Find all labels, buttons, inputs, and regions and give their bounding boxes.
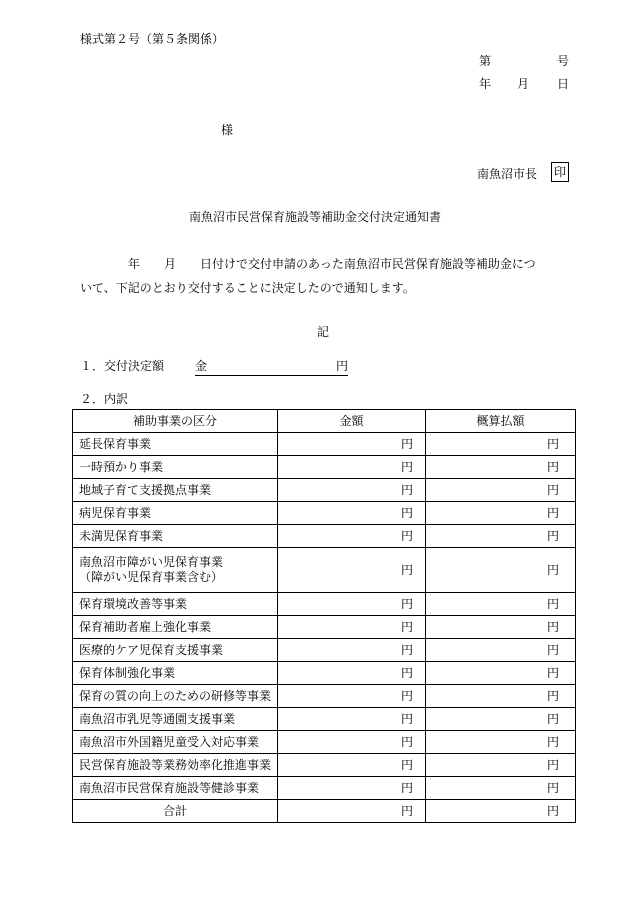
- table-row: [73, 754, 576, 777]
- row-amount: 円: [278, 662, 426, 685]
- row-amount: 円: [278, 525, 426, 548]
- row-advance-amount: 円: [426, 479, 576, 502]
- header-category: 補助事業の区分: [73, 410, 278, 433]
- item2-label: ２．内訳: [80, 392, 129, 406]
- total-row: [73, 800, 576, 823]
- row-category-text: 医療的ケア児保育支援事業: [79, 642, 224, 657]
- row-category-text: 病児保育事業: [79, 505, 152, 520]
- row-category: [73, 479, 278, 502]
- ki-heading: 記: [316, 325, 329, 339]
- table-row: [73, 616, 576, 639]
- item1-label: １．交付決定額: [80, 359, 165, 373]
- row-category: [73, 708, 278, 731]
- row-advance-amount: 円: [426, 662, 576, 685]
- row-advance-amount: 円: [426, 548, 576, 593]
- row-category: [73, 777, 278, 800]
- row-category-text: 保育の質の向上のための研修等事業: [79, 688, 272, 703]
- row-category-text: 未満児保育事業: [79, 528, 164, 543]
- document-number-prefix: 第: [479, 54, 492, 68]
- table-header-row: [73, 410, 576, 433]
- row-category: [73, 456, 278, 479]
- row-category-text: 南魚沼市民営保育施設等健診事業: [79, 780, 260, 795]
- row-category-text: 南魚沼市外国籍児童受入対応事業: [79, 734, 260, 749]
- row-amount: 円: [278, 548, 426, 593]
- header-advance-amount: 概算払額: [426, 410, 576, 433]
- row-advance-amount: 円: [426, 616, 576, 639]
- row-category: [73, 685, 278, 708]
- row-amount: 円: [278, 777, 426, 800]
- row-category-text: 保育体制強化事業: [79, 665, 176, 680]
- document-number-suffix: 号: [557, 54, 570, 68]
- table-row: [73, 685, 576, 708]
- date-day-label: 日: [557, 77, 570, 91]
- row-amount: 円: [278, 616, 426, 639]
- row-advance-amount: 円: [426, 525, 576, 548]
- breakdown-table: [72, 409, 576, 823]
- row-amount: 円: [278, 479, 426, 502]
- table-row: [73, 479, 576, 502]
- row-amount: 円: [278, 593, 426, 616]
- row-category: [73, 754, 278, 777]
- row-amount: 円: [278, 502, 426, 525]
- row-amount: 円: [278, 456, 426, 479]
- row-category-text: 保育環境改善等事業: [79, 596, 188, 611]
- row-category: [73, 433, 278, 456]
- row-advance-amount: 円: [426, 708, 576, 731]
- row-advance-amount: 円: [426, 754, 576, 777]
- table-row: [73, 708, 576, 731]
- currency-prefix: 金: [195, 359, 208, 373]
- body-text-line-1: 年 月 日付けで交付申請のあった南魚沼市民営保育施設等補助金につ: [80, 257, 536, 271]
- row-category: [73, 525, 278, 548]
- total-advance-amount: 円: [426, 800, 576, 823]
- row-category-text: 一時預かり事業: [79, 459, 164, 474]
- table-row: [73, 502, 576, 525]
- addressee-suffix: 様: [221, 123, 234, 137]
- row-advance-amount: 円: [426, 639, 576, 662]
- body-text-line-2: いて、下記のとおり交付することに決定したので通知します。: [80, 281, 415, 295]
- document-title: 南魚沼市民営保育施設等補助金交付決定通知書: [188, 210, 441, 224]
- header-amount: 金額: [278, 410, 426, 433]
- seal-mark: 印: [551, 162, 569, 182]
- currency-suffix: 円: [335, 359, 348, 373]
- row-advance-amount: 円: [426, 433, 576, 456]
- total-label: 合計: [73, 800, 278, 823]
- row-category: [73, 593, 278, 616]
- row-advance-amount: 円: [426, 456, 576, 479]
- row-category: [73, 731, 278, 754]
- row-advance-amount: 円: [426, 593, 576, 616]
- row-category-note: （障がい児保育事業含む）: [79, 570, 224, 584]
- row-advance-amount: 円: [426, 685, 576, 708]
- row-category: [73, 616, 278, 639]
- table-row: [73, 777, 576, 800]
- row-category: [73, 502, 278, 525]
- grant-amount-field: [195, 357, 348, 376]
- row-category-text: 保育補助者雇上強化事業: [79, 619, 212, 634]
- row-advance-amount: 円: [426, 777, 576, 800]
- form-number: 様式第２号（第５条関係）: [80, 32, 225, 46]
- row-category-text: 延長保育事業: [79, 436, 152, 451]
- row-category-text: 地域子育て支援拠点事業: [79, 482, 212, 497]
- row-category: [73, 639, 278, 662]
- row-amount: 円: [278, 685, 426, 708]
- row-amount: 円: [278, 731, 426, 754]
- row-amount: 円: [278, 708, 426, 731]
- table-row: [73, 525, 576, 548]
- table-row: [73, 639, 576, 662]
- row-advance-amount: 円: [426, 731, 576, 754]
- row-category-text: 南魚沼市障がい児保育事業: [79, 555, 224, 569]
- table-row: [73, 548, 576, 593]
- table-row: [73, 456, 576, 479]
- date-month-label: 月: [517, 77, 530, 91]
- row-amount: 円: [278, 433, 426, 456]
- table-row: [73, 593, 576, 616]
- date-year-label: 年: [479, 77, 492, 91]
- row-category-text: 民営保育施設等業務効率化推進事業: [79, 757, 272, 772]
- row-amount: 円: [278, 754, 426, 777]
- table-row: [73, 731, 576, 754]
- total-amount: 円: [278, 800, 426, 823]
- row-category-text: 南魚沼市乳児等通園支援事業: [79, 711, 236, 726]
- table-row: [73, 433, 576, 456]
- row-category: [73, 662, 278, 685]
- sender-name: 南魚沼市長: [477, 167, 538, 181]
- row-category: [73, 548, 278, 593]
- row-amount: 円: [278, 639, 426, 662]
- table-row: [73, 662, 576, 685]
- row-advance-amount: 円: [426, 502, 576, 525]
